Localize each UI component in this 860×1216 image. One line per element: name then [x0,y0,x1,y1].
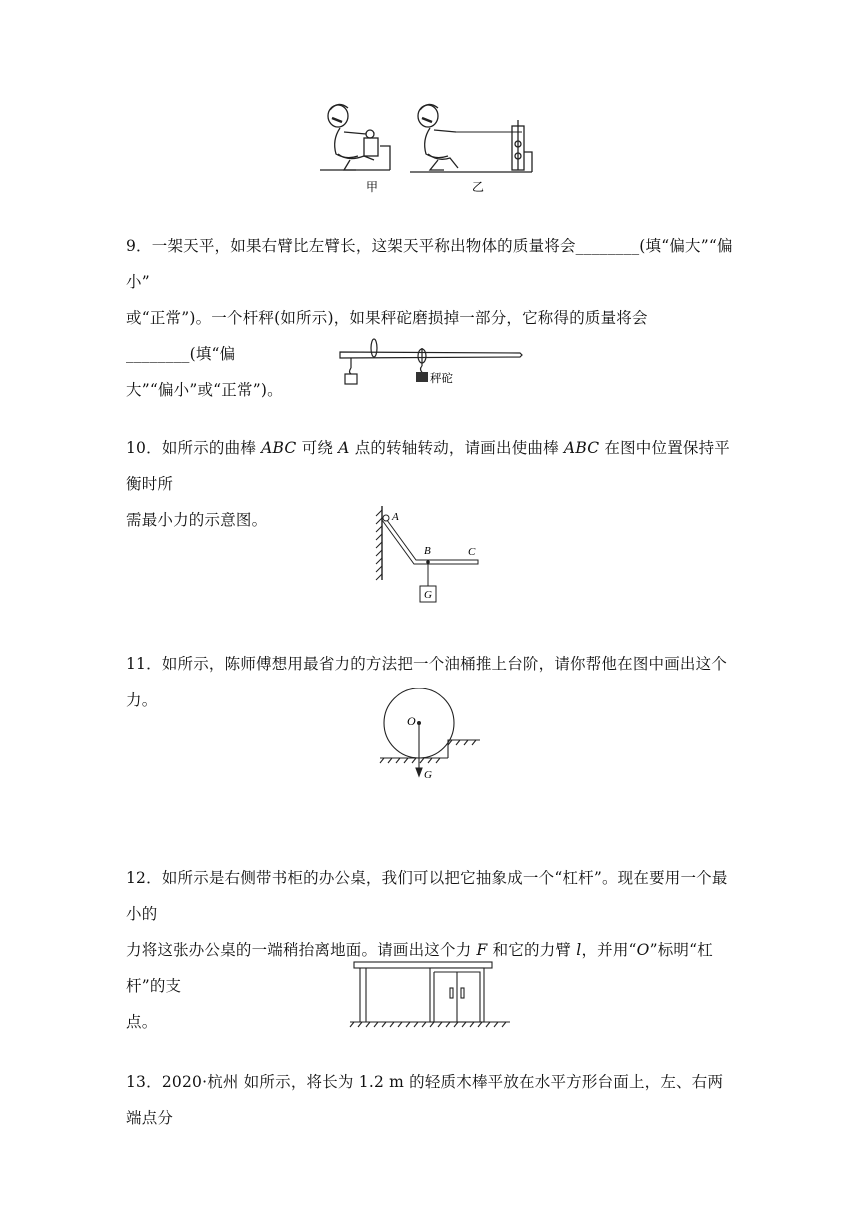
question-13 [126,1064,736,1136]
point-B-label: B [424,545,431,557]
center-O-label: O [407,714,416,728]
desk-diagram [346,958,514,1028]
question-9-line-1: 9．一架天平，如果右臂比左臂长，这架天平称出物体的质量将会________(填“偏大”“偏小” [126,237,733,291]
point-C-label: C [468,546,476,558]
figure-barrel-step [376,688,486,784]
barrel-step-diagram [376,688,486,784]
weight-G-label: G [424,589,432,601]
gravity-G-label: G [424,769,432,781]
label-yi: 乙 [472,180,485,194]
question-10-line-1: 10．如所示的曲棒 ABC 可绕 A 点的转轴转动，请画出使曲棒 ABC 在图中位置保持平衡时所 [126,439,730,493]
question-12-line-1: 12．如所示是右侧带书柜的办公桌，我们可以把它抽象成一个“杠杆”。现在要用一个最小的 [126,869,728,923]
figure-steelyard [336,338,536,396]
bent-rod-diagram [370,502,490,606]
question-9-line-3: 大”“偏小”或“正常”)。 [126,381,283,399]
figure-bent-rod [370,502,490,606]
question-10-line-2: 需最小力的示意图。 [126,511,268,529]
counterweight-label: 秤砣 [430,373,453,385]
steelyard-diagram [336,338,536,396]
figure-pulling [310,98,550,198]
question-13-line-1: 13．2020·杭州 如所示，将长为 1.2 m 的轻质木棒平放在水平方形台面上，左、右两端点分 [126,1073,724,1127]
question-12-line-3: 点。 [126,1013,158,1031]
pulling-illustration [310,98,550,198]
point-A-label: A [392,511,399,523]
question-11-line-1: 11．如所示，陈师傅想用最省力的方法把一个油桶推上台阶，请你帮他在图中画出这个力。 [126,655,728,709]
question-12-line-2: 力将这张办公桌的一端稍抬离地面。请画出这个力 F 和它的力臂 l，并用“O”标明“杠杆”的支 [126,941,713,995]
question-9-line-2: 或“正常”)。一个杆秤(如所示)，如果秤砣磨损掉一部分，它称得的质量将会________(填“偏 [126,309,648,363]
counterweight-icon [416,372,428,382]
label-jia: 甲 [366,180,379,194]
figure-desk [346,958,514,1028]
